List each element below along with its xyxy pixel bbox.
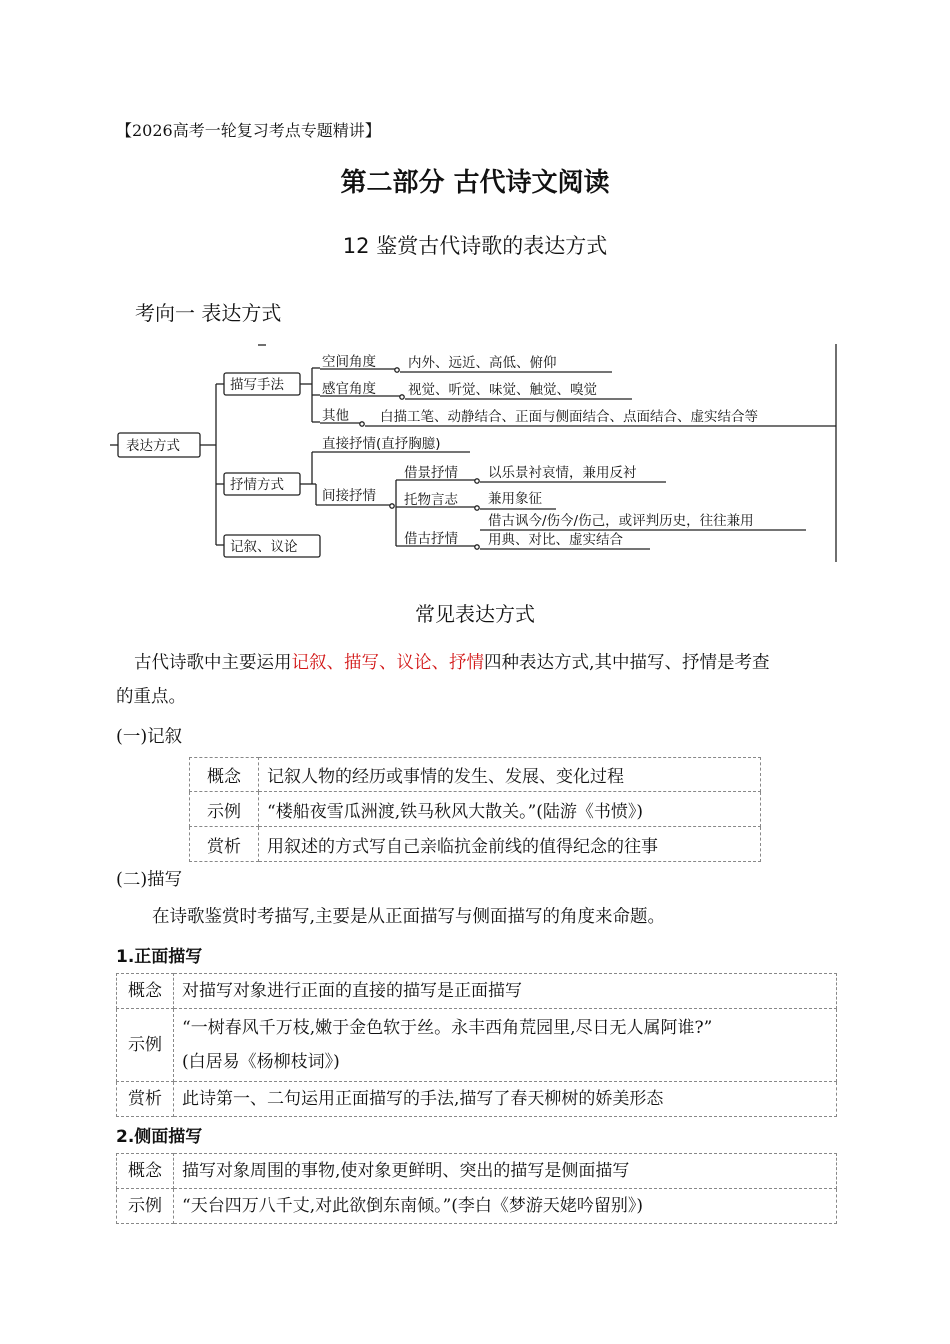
mm-item: 空间角度	[322, 354, 376, 370]
mind-map	[0, 0, 950, 580]
header-tag: 【2026高考一轮复习考点专题精讲】	[116, 121, 381, 140]
table-key: 示例	[117, 1189, 174, 1224]
mm-item: 借景抒情	[404, 465, 458, 481]
mm-detail: 视觉、听觉、味觉、触觉、嗅觉	[408, 382, 597, 398]
table-value: “天台四万八千丈,对此欲倒东南倾。”(李白《梦游天姥吟留别》)	[174, 1189, 837, 1224]
mm-root: 表达方式	[126, 438, 180, 454]
mm-detail: 白描工笔、动静结合、正面与侧面结合、点面结合、虚实结合等	[380, 409, 758, 425]
mm-direct: 直接抒情(直抒胸臆)	[322, 436, 441, 452]
mm-detail: 以乐景衬哀情，兼用反衬	[488, 465, 637, 481]
table-value: 对描写对象进行正面的直接的描写是正面描写	[174, 974, 837, 1009]
mm-indirect: 间接抒情	[322, 488, 376, 504]
part-title: 第二部分 古代诗文阅读	[340, 168, 610, 198]
mm-lyric: 抒情方式	[230, 477, 284, 493]
common-methods-title: 常见表达方式	[415, 602, 535, 626]
mm-item: 托物言志	[404, 492, 458, 508]
intro-before: 古代诗歌中主要运用	[134, 653, 292, 673]
intro-highlight: 记叙、描写、议论、抒情	[291, 653, 484, 673]
front-table	[116, 973, 837, 1117]
mm-narrate: 记叙、议论	[230, 539, 298, 555]
table-key: 赏析	[117, 1082, 174, 1117]
table-key: 概念	[117, 974, 174, 1009]
side-heading: 2.侧面描写	[116, 1127, 203, 1147]
narration-table	[189, 757, 761, 862]
description-heading: (二)描写	[116, 870, 183, 890]
mm-detail: 内外、远近、高低、俯仰	[408, 355, 557, 371]
table-value: “楼船夜雪瓜洲渡,铁马秋风大散关。”(陆游《书愤》)	[259, 792, 761, 827]
mm-detail: 借古讽今/伤今/伤己，或评判历史，往往兼用	[488, 513, 754, 529]
table-value: 记叙人物的经历或事情的发生、发展、变化过程	[259, 758, 761, 792]
mm-detail: 兼用象征	[488, 491, 542, 507]
intro-after: 四种表达方式,其中描写、抒情是考查	[484, 653, 770, 673]
table-key: 赏析	[190, 827, 259, 862]
mm-detail: 用典、对比、虚实结合	[488, 532, 623, 548]
chapter-title: 12 鉴赏古代诗歌的表达方式	[342, 234, 608, 258]
front-heading: 1.正面描写	[116, 947, 203, 967]
table-key: 概念	[117, 1154, 174, 1189]
table-value: “一树春风千万枝,嫩于金色软于丝。永丰西角荒园里,尽日无人属阿谁?”	[182, 1018, 713, 1038]
table-value: 描写对象周围的事物,使对象更鲜明、突出的描写是侧面描写	[174, 1154, 837, 1189]
table-key: 示例	[190, 792, 259, 827]
description-intro: 在诗歌鉴赏时考描写,主要是从正面描写与侧面描写的角度来命题。	[152, 907, 666, 927]
table-key: 概念	[190, 758, 259, 792]
mm-item: 感官角度	[322, 381, 376, 397]
intro-tail: 的重点。	[116, 687, 186, 707]
table-value: 用叙述的方式写自己亲临抗金前线的值得纪念的往事	[259, 827, 761, 862]
table-key: 示例	[117, 1009, 174, 1082]
narration-heading: (一)记叙	[116, 727, 183, 747]
mm-item: 借古抒情	[404, 531, 458, 547]
table-value: 此诗第一、二句运用正面描写的手法,描写了春天柳树的娇美形态	[174, 1082, 837, 1117]
mm-describe: 描写手法	[230, 377, 284, 393]
section-title: 考向一 表达方式	[135, 301, 282, 325]
table-value: (白居易《杨柳枝词》)	[182, 1052, 340, 1072]
intro-paragraph	[116, 646, 836, 714]
side-table	[116, 1153, 837, 1224]
mm-item: 其他	[322, 408, 349, 424]
